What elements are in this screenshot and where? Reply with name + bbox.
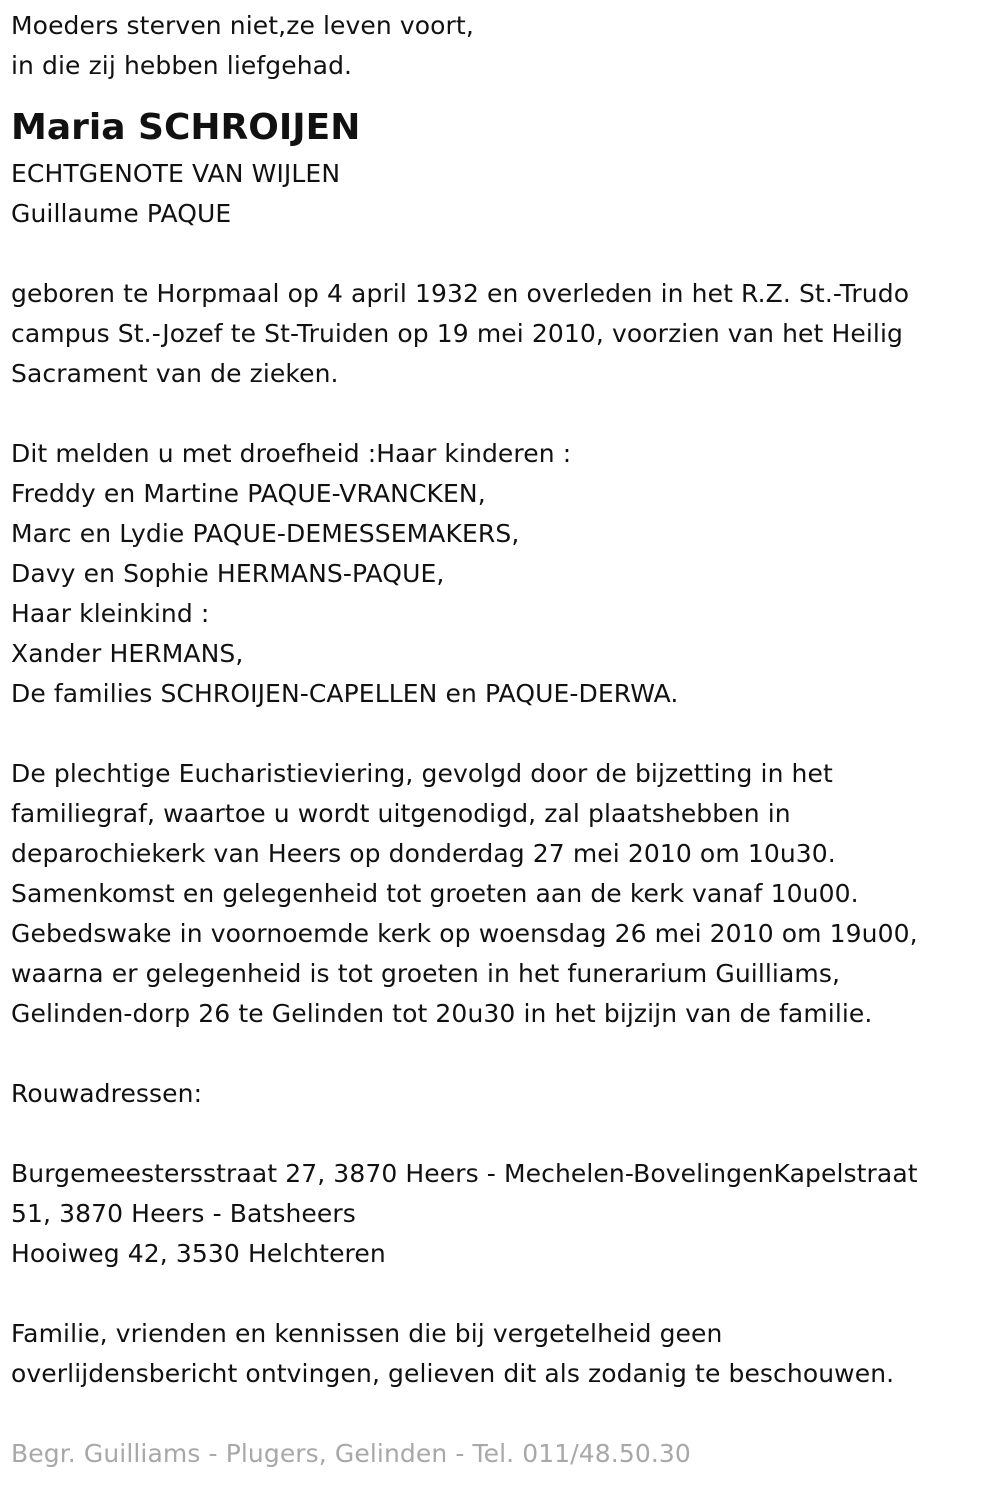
- spacer: [11, 234, 991, 274]
- closing-paragraph: [11, 1314, 991, 1394]
- paragraph-line: waarna er gelegenheid is tot groeten in het funerarium Guilliams,: [11, 959, 841, 988]
- paragraph-line: overlijdensbericht ontvingen, gelieven dit als zodanig te beschouwen.: [11, 1359, 895, 1388]
- spouse-block: [11, 154, 991, 234]
- paragraph-line: Familie, vrienden en kennissen die bij vergetelheid geen: [11, 1319, 723, 1348]
- birth-death-paragraph: [11, 274, 991, 394]
- paragraph-line: Samenkomst en gelegenheid tot groeten aan de kerk vanaf 10u00.: [11, 879, 859, 908]
- spouse-line: Guillaume PAQUE: [11, 199, 232, 228]
- family-line: Marc en Lydie PAQUE-DEMESSEMAKERS,: [11, 519, 520, 548]
- paragraph-line: Gebedswake in voornoemde kerk op woensdag 26 mei 2010 om 19u00,: [11, 919, 918, 948]
- address-line: Burgemeestersstraat 27, 3870 Heers - Mechelen-BovelingenKapelstraat: [11, 1159, 918, 1188]
- family-line: Dit melden u met droefheid :Haar kinderen :: [11, 439, 572, 468]
- family-list: [11, 434, 991, 714]
- paragraph-line: familiegraf, waartoe u wordt uitgenodigd, zal plaatshebben in: [11, 799, 791, 828]
- paragraph-line: deparochiekerk van Heers op donderdag 27 mei 2010 om 10u30.: [11, 839, 836, 868]
- spacer: [11, 714, 991, 754]
- paragraph-line: Gelinden-dorp 26 te Gelinden tot 20u30 in het bijzijn van de familie.: [11, 999, 873, 1028]
- spouse-line: ECHTGENOTE VAN WIJLEN: [11, 159, 341, 188]
- family-line: Xander HERMANS,: [11, 639, 244, 668]
- family-line: Davy en Sophie HERMANS-PAQUE,: [11, 559, 445, 588]
- motto-line: in die zij hebben liefgehad.: [11, 51, 353, 80]
- paragraph-line: campus St.-Jozef te St-Truiden op 19 mei 2010, voorzien van het Heilig: [11, 319, 903, 348]
- spacer: [11, 1114, 991, 1154]
- spacer: [11, 1274, 991, 1314]
- family-line: Haar kleinkind :: [11, 599, 210, 628]
- family-line: De families SCHROIJEN-CAPELLEN en PAQUE-DERWA.: [11, 679, 679, 708]
- deceased-name: Maria SCHROIJEN: [11, 107, 361, 148]
- address-line: Hooiweg 42, 3530 Helchteren: [11, 1239, 386, 1268]
- address-line: 51, 3870 Heers - Batsheers: [11, 1199, 356, 1228]
- motto: [11, 6, 991, 86]
- addresses-list: [11, 1154, 991, 1274]
- funeral-home-footer: Begr. Guilliams - Plugers, Gelinden - Tel. 011/48.50.30: [11, 1439, 691, 1468]
- obituary-notice: [11, 6, 991, 1474]
- paragraph-line: Sacrament van de zieken.: [11, 359, 339, 388]
- paragraph-line: De plechtige Eucharistieviering, gevolgd door de bijzetting in het: [11, 759, 833, 788]
- ceremony-paragraph: [11, 754, 991, 1034]
- paragraph-line: geboren te Horpmaal op 4 april 1932 en overleden in het R.Z. St.-Trudo: [11, 279, 910, 308]
- spacer: [11, 1034, 991, 1074]
- spacer: [11, 1394, 991, 1434]
- addresses-heading: Rouwadressen:: [11, 1079, 203, 1108]
- spacer: [11, 394, 991, 434]
- family-line: Freddy en Martine PAQUE-VRANCKEN,: [11, 479, 486, 508]
- motto-line: Moeders sterven niet,ze leven voort,: [11, 11, 474, 40]
